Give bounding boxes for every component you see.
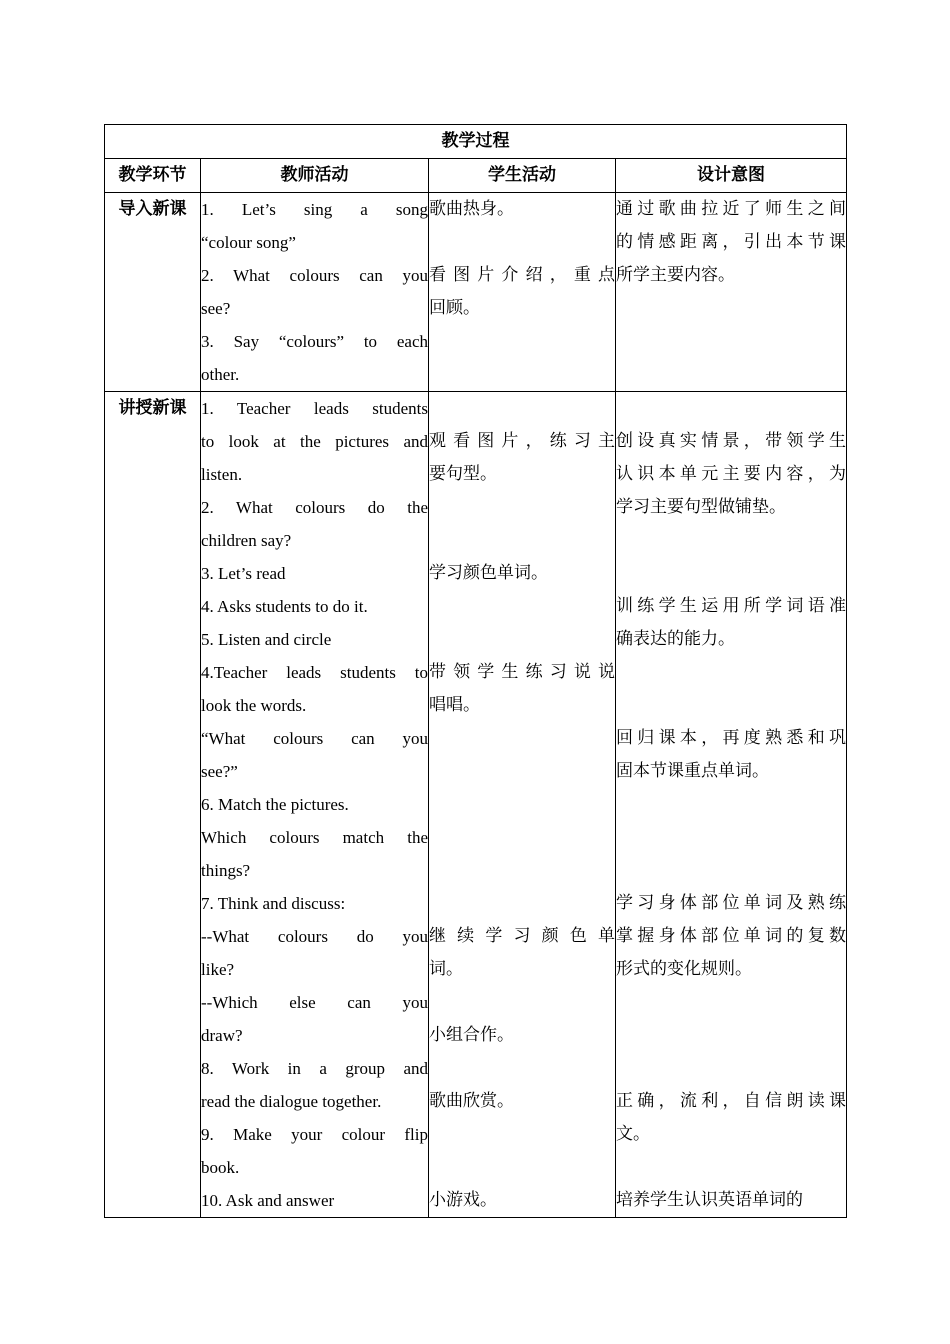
table-row <box>105 392 847 1218</box>
teaching-process-table <box>104 124 847 1218</box>
text-line: 回归课本，再度熟悉和巩 <box>616 728 846 748</box>
text-line: 创设真实情景，带领学生 <box>616 431 846 451</box>
text-line: to look at the pictures and <box>201 432 428 451</box>
text-line: 形式的变化规则。 <box>616 959 752 979</box>
text-line: like? <box>201 960 235 979</box>
blank-line <box>616 986 846 1019</box>
text-line: see?” <box>201 762 238 781</box>
blank-line <box>429 590 615 623</box>
design-intent-cell <box>616 193 847 392</box>
text-line: 9. Make your colour flip <box>201 1125 428 1144</box>
title-row <box>105 125 847 159</box>
text-line: 6. Match the pictures. <box>201 795 349 814</box>
text-line: 看图片介绍，重点 <box>429 265 615 285</box>
text-line: 4.Teacher leads students to <box>201 663 428 682</box>
text-line: 1. Teacher leads students <box>201 399 428 418</box>
text-line: 4. Asks students to do it. <box>201 597 368 616</box>
text-line: 歌曲欣赏。 <box>429 1091 514 1111</box>
text-line: 学习颜色单词。 <box>429 563 548 583</box>
student-activity-cell <box>429 193 616 392</box>
blank-line <box>616 854 846 887</box>
header-student-activity: 学生活动 <box>429 159 616 193</box>
text-line: 所学主要内容。 <box>616 265 735 285</box>
blank-line <box>616 821 846 854</box>
text-line: book. <box>201 1158 240 1177</box>
blank-line <box>616 1019 846 1052</box>
blank-line <box>616 656 846 689</box>
blank-line <box>429 722 615 755</box>
text-line: 小游戏。 <box>429 1190 497 1210</box>
text-line: 8. Work in a group and <box>201 1059 428 1078</box>
blank-line <box>429 524 615 557</box>
text-line: read the dialogue together. <box>201 1092 382 1111</box>
table-row <box>105 193 847 392</box>
header-row <box>105 159 847 193</box>
blank-line <box>616 1052 846 1085</box>
text-line: 的情感距离，引出本节课 <box>616 232 846 252</box>
text-line: 学习身体部位单词及熟练 <box>616 893 846 913</box>
text-line: 通过歌曲拉近了师生之间 <box>616 199 846 219</box>
text-line: “What colours can you <box>201 729 428 748</box>
text-line: 确表达的能力。 <box>616 629 735 649</box>
text-line: 文。 <box>616 1124 650 1144</box>
text-line: 唱唱。 <box>429 695 480 715</box>
blank-line <box>429 623 615 656</box>
text-line: 要句型。 <box>429 464 497 484</box>
text-line: see? <box>201 299 231 318</box>
text-line: look the words. <box>201 696 307 715</box>
blank-line <box>616 392 846 425</box>
blank-line <box>429 491 615 524</box>
text-line: 学习主要句型做铺垫。 <box>616 497 786 517</box>
blank-line <box>429 788 615 821</box>
text-line: 2. What colours can you <box>201 266 428 285</box>
blank-line <box>616 524 846 557</box>
text-line: 5. Listen and circle <box>201 630 332 649</box>
text-line: 固本节课重点单词。 <box>616 761 769 781</box>
blank-line <box>616 689 846 722</box>
text-line: 7. Think and discuss: <box>201 894 346 913</box>
stage-cell: 讲授新课 <box>105 392 201 1218</box>
text-line: “colour song” <box>201 233 296 252</box>
blank-line <box>429 1052 615 1085</box>
blank-line <box>429 755 615 788</box>
text-line: --What colours do you <box>201 927 428 946</box>
teacher-activity-cell <box>201 193 429 392</box>
text-line: other. <box>201 365 240 384</box>
text-line: Which colours match the <box>201 828 428 847</box>
text-line: children say? <box>201 531 292 550</box>
text-line: 10. Ask and answer <box>201 1191 335 1210</box>
student-activity-cell <box>429 392 616 1218</box>
teacher-activity-cell <box>201 392 429 1218</box>
text-line: 认识本单元主要内容，为 <box>616 464 846 484</box>
blank-line <box>429 887 615 920</box>
blank-line <box>429 854 615 887</box>
text-line: 观看图片，练习主 <box>429 431 615 451</box>
text-line: 小组合作。 <box>429 1025 514 1045</box>
text-line: 继续学习颜色单 <box>429 926 615 946</box>
text-line: 歌曲热身。 <box>429 199 514 219</box>
text-line: 正确，流利，自信朗读课 <box>616 1091 846 1111</box>
blank-line <box>616 788 846 821</box>
header-design-intent: 设计意图 <box>616 159 847 193</box>
text-line: draw? <box>201 1026 243 1045</box>
header-stage: 教学环节 <box>105 159 201 193</box>
blank-line <box>616 557 846 590</box>
text-line: --Which else can you <box>201 993 428 1012</box>
text-line: 回顾。 <box>429 298 480 318</box>
text-line: 掌握身体部位单词的复数 <box>616 926 846 946</box>
text-line: 带领学生练习说说 <box>429 662 615 682</box>
text-line: 培养学生认识英语单词的 <box>616 1190 803 1210</box>
text-line: 2. What colours do the <box>201 498 428 517</box>
blank-line <box>429 226 615 259</box>
blank-line <box>429 1118 615 1151</box>
blank-line <box>429 1151 615 1184</box>
text-line: 3. Say “colours” to each <box>201 332 428 351</box>
text-line: 词。 <box>429 959 463 979</box>
blank-line <box>616 1151 846 1184</box>
blank-line <box>429 392 615 425</box>
text-line: 1. Let’s sing a song <box>201 200 428 219</box>
text-line: 训练学生运用所学词语准 <box>616 596 846 616</box>
text-line: listen. <box>201 465 243 484</box>
blank-line <box>429 821 615 854</box>
design-intent-cell <box>616 392 847 1218</box>
header-teacher-activity: 教师活动 <box>201 159 429 193</box>
table-title: 教学过程 <box>105 125 847 159</box>
stage-cell: 导入新课 <box>105 193 201 392</box>
text-line: 3. Let’s read <box>201 564 286 583</box>
text-line: things? <box>201 861 251 880</box>
blank-line <box>429 986 615 1019</box>
